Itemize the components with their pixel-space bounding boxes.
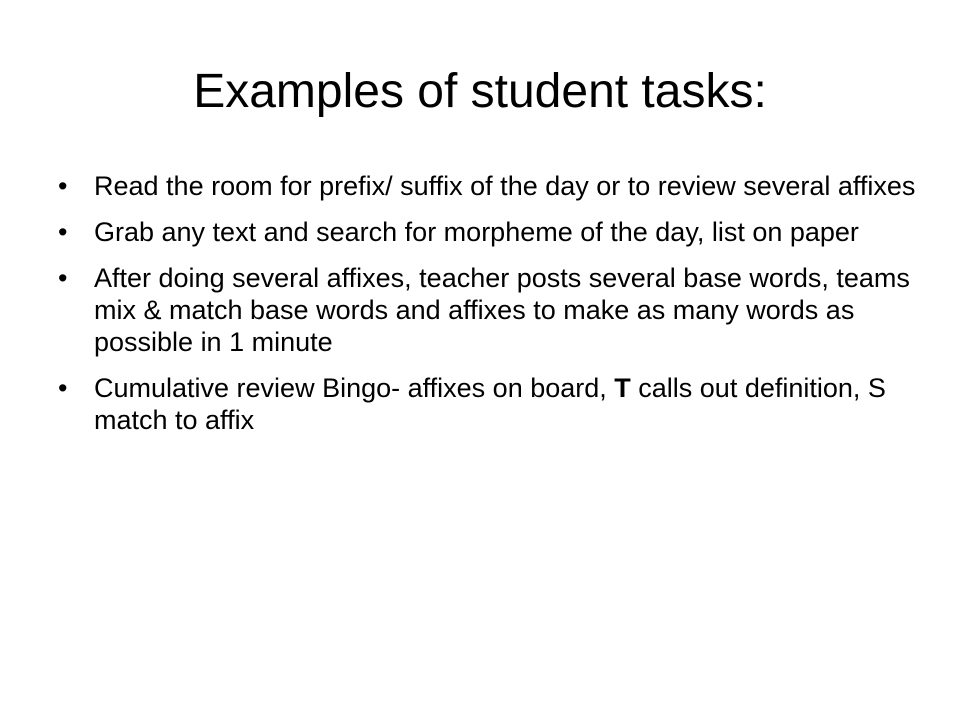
bullet-icon: • [58,171,68,201]
bullet-text-segment: Cumulative review Bingo- affixes on board, [94,373,615,403]
bullet-item [58,170,918,202]
bullet-text [94,171,915,201]
bullet-item [58,262,918,358]
bullet-text-segment: calls out definition, S match to affix [94,373,886,435]
bullet-item [58,372,918,436]
bullet-text-segment: Grab any text and search for morpheme of the day, list on paper [94,217,859,247]
bullet-text-segment: Read the room for prefix/ suffix of the day or to review several affixes [94,171,916,201]
bullet-text [94,373,886,435]
bullet-text-segment-bold: T [614,373,631,403]
bullet-text-segment: After doing several affixes, teacher posts several base words, teams mix & match base words and affixes to make as many words as possible in 1 minute [94,263,910,357]
bullet-text [94,217,859,247]
bullet-icon: • [58,373,68,403]
bullet-icon: • [58,217,68,247]
bullet-icon: • [58,263,68,293]
slide-title: Examples of student tasks: [193,65,767,118]
bullet-list [58,170,918,450]
bullet-text [94,263,910,357]
bullet-item [58,216,918,248]
